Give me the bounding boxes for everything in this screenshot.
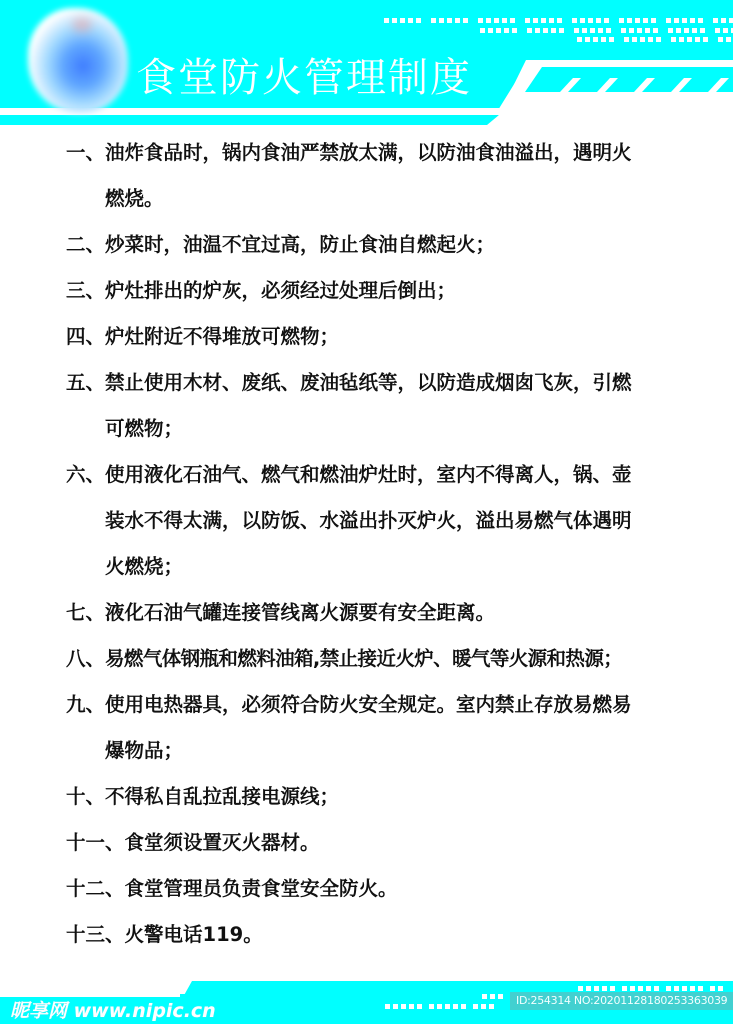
- rule-text: [105, 268, 716, 314]
- rule-text: [105, 590, 716, 636]
- header-banner: [0, 0, 733, 125]
- rule-item: [66, 774, 716, 820]
- rule-item: [66, 360, 716, 452]
- rule-line: 火警电话119。: [124, 923, 263, 946]
- rule-item: [66, 222, 716, 268]
- rule-item: [66, 590, 716, 636]
- dot-pattern-row-2: [480, 28, 733, 33]
- rule-line: 炉灶排出的炉灰，必须经过处理后倒出；: [105, 279, 457, 302]
- rule-line: 爆物品；: [105, 739, 184, 762]
- rule-number: 九、: [66, 693, 106, 716]
- rule-number: 一、: [66, 141, 106, 164]
- rule-line: 可燃物；: [105, 417, 184, 440]
- rule-item: [66, 682, 716, 774]
- rule-text: [105, 774, 716, 820]
- rule-number: 十二、: [66, 877, 125, 900]
- rule-item: [66, 866, 716, 912]
- rule-item: [66, 912, 716, 958]
- page-title: 食堂防火管理制度: [136, 55, 472, 101]
- rule-line: 燃烧。: [105, 187, 164, 210]
- rule-number: 三、: [66, 279, 106, 302]
- rule-item: [66, 820, 716, 866]
- rule-line: 食堂须设置灭火器材。: [124, 831, 320, 854]
- rule-item: [66, 268, 716, 314]
- rule-number: 六、: [66, 463, 106, 486]
- rule-line: 使用液化石油气、燃气和燃油炉灶时，室内不得离人，锅、壶: [105, 463, 632, 486]
- rule-number: 五、: [66, 371, 106, 394]
- rule-number: 七、: [66, 601, 106, 624]
- footer-banner: [0, 980, 733, 1024]
- rule-text: [105, 130, 716, 222]
- rule-item: [66, 314, 716, 360]
- dot-pattern-row-1: [384, 18, 733, 23]
- blurred-logo-icon: [28, 8, 128, 113]
- rule-text: [105, 452, 716, 590]
- rule-text: [125, 866, 716, 912]
- rule-line: 易燃气体钢瓶和燃料油箱,禁止接近火炉、暖气等火源和热源；: [105, 647, 623, 670]
- rule-line: 火燃烧；: [105, 555, 184, 578]
- rule-line: 不得私自乱拉乱接电源线；: [105, 785, 340, 808]
- rule-number: 八、: [66, 647, 106, 670]
- rule-number: 十三、: [66, 923, 125, 946]
- rule-line: 液化石油气罐连接管线离火源要有安全距离。: [105, 601, 496, 624]
- rule-text: [105, 360, 716, 452]
- rule-text: [105, 314, 716, 360]
- rule-item: [66, 636, 716, 682]
- rule-text: [105, 682, 716, 774]
- dot-pattern-row-3: [577, 37, 733, 42]
- rule-text: [105, 222, 716, 268]
- rule-line: 炒菜时，油温不宜过高，防止食油自燃起火；: [105, 233, 496, 256]
- watermark-id: ID:254314 NO:20201128180253363039: [510, 992, 733, 1010]
- rule-text: [125, 912, 716, 958]
- rule-number: 四、: [66, 325, 106, 348]
- rule-item: [66, 130, 716, 222]
- rule-text: [105, 636, 716, 682]
- watermark-logo: 昵享网 www.nipic.cn: [10, 1000, 216, 1022]
- rule-line: 食堂管理员负责食堂安全防火。: [124, 877, 398, 900]
- rule-line: 禁止使用木材、废纸、废油毡纸等，以防造成烟囱飞灰，引燃: [105, 371, 632, 394]
- rules-list: [66, 130, 716, 958]
- rule-number: 十、: [66, 785, 106, 808]
- rule-item: [66, 452, 716, 590]
- rule-line: 装水不得太满，以防饭、水溢出扑灭炉火，溢出易燃气体遇明: [105, 509, 632, 532]
- rule-line: 油炸食品时，锅内食油严禁放太满，以防油食油溢出，遇明火: [105, 141, 632, 164]
- rule-text: [125, 820, 716, 866]
- rule-number: 十一、: [66, 831, 125, 854]
- rule-number: 二、: [66, 233, 106, 256]
- rule-line: 炉灶附近不得堆放可燃物；: [105, 325, 340, 348]
- rule-line: 使用电热器具，必须符合防火安全规定。室内禁止存放易燃易: [105, 693, 632, 716]
